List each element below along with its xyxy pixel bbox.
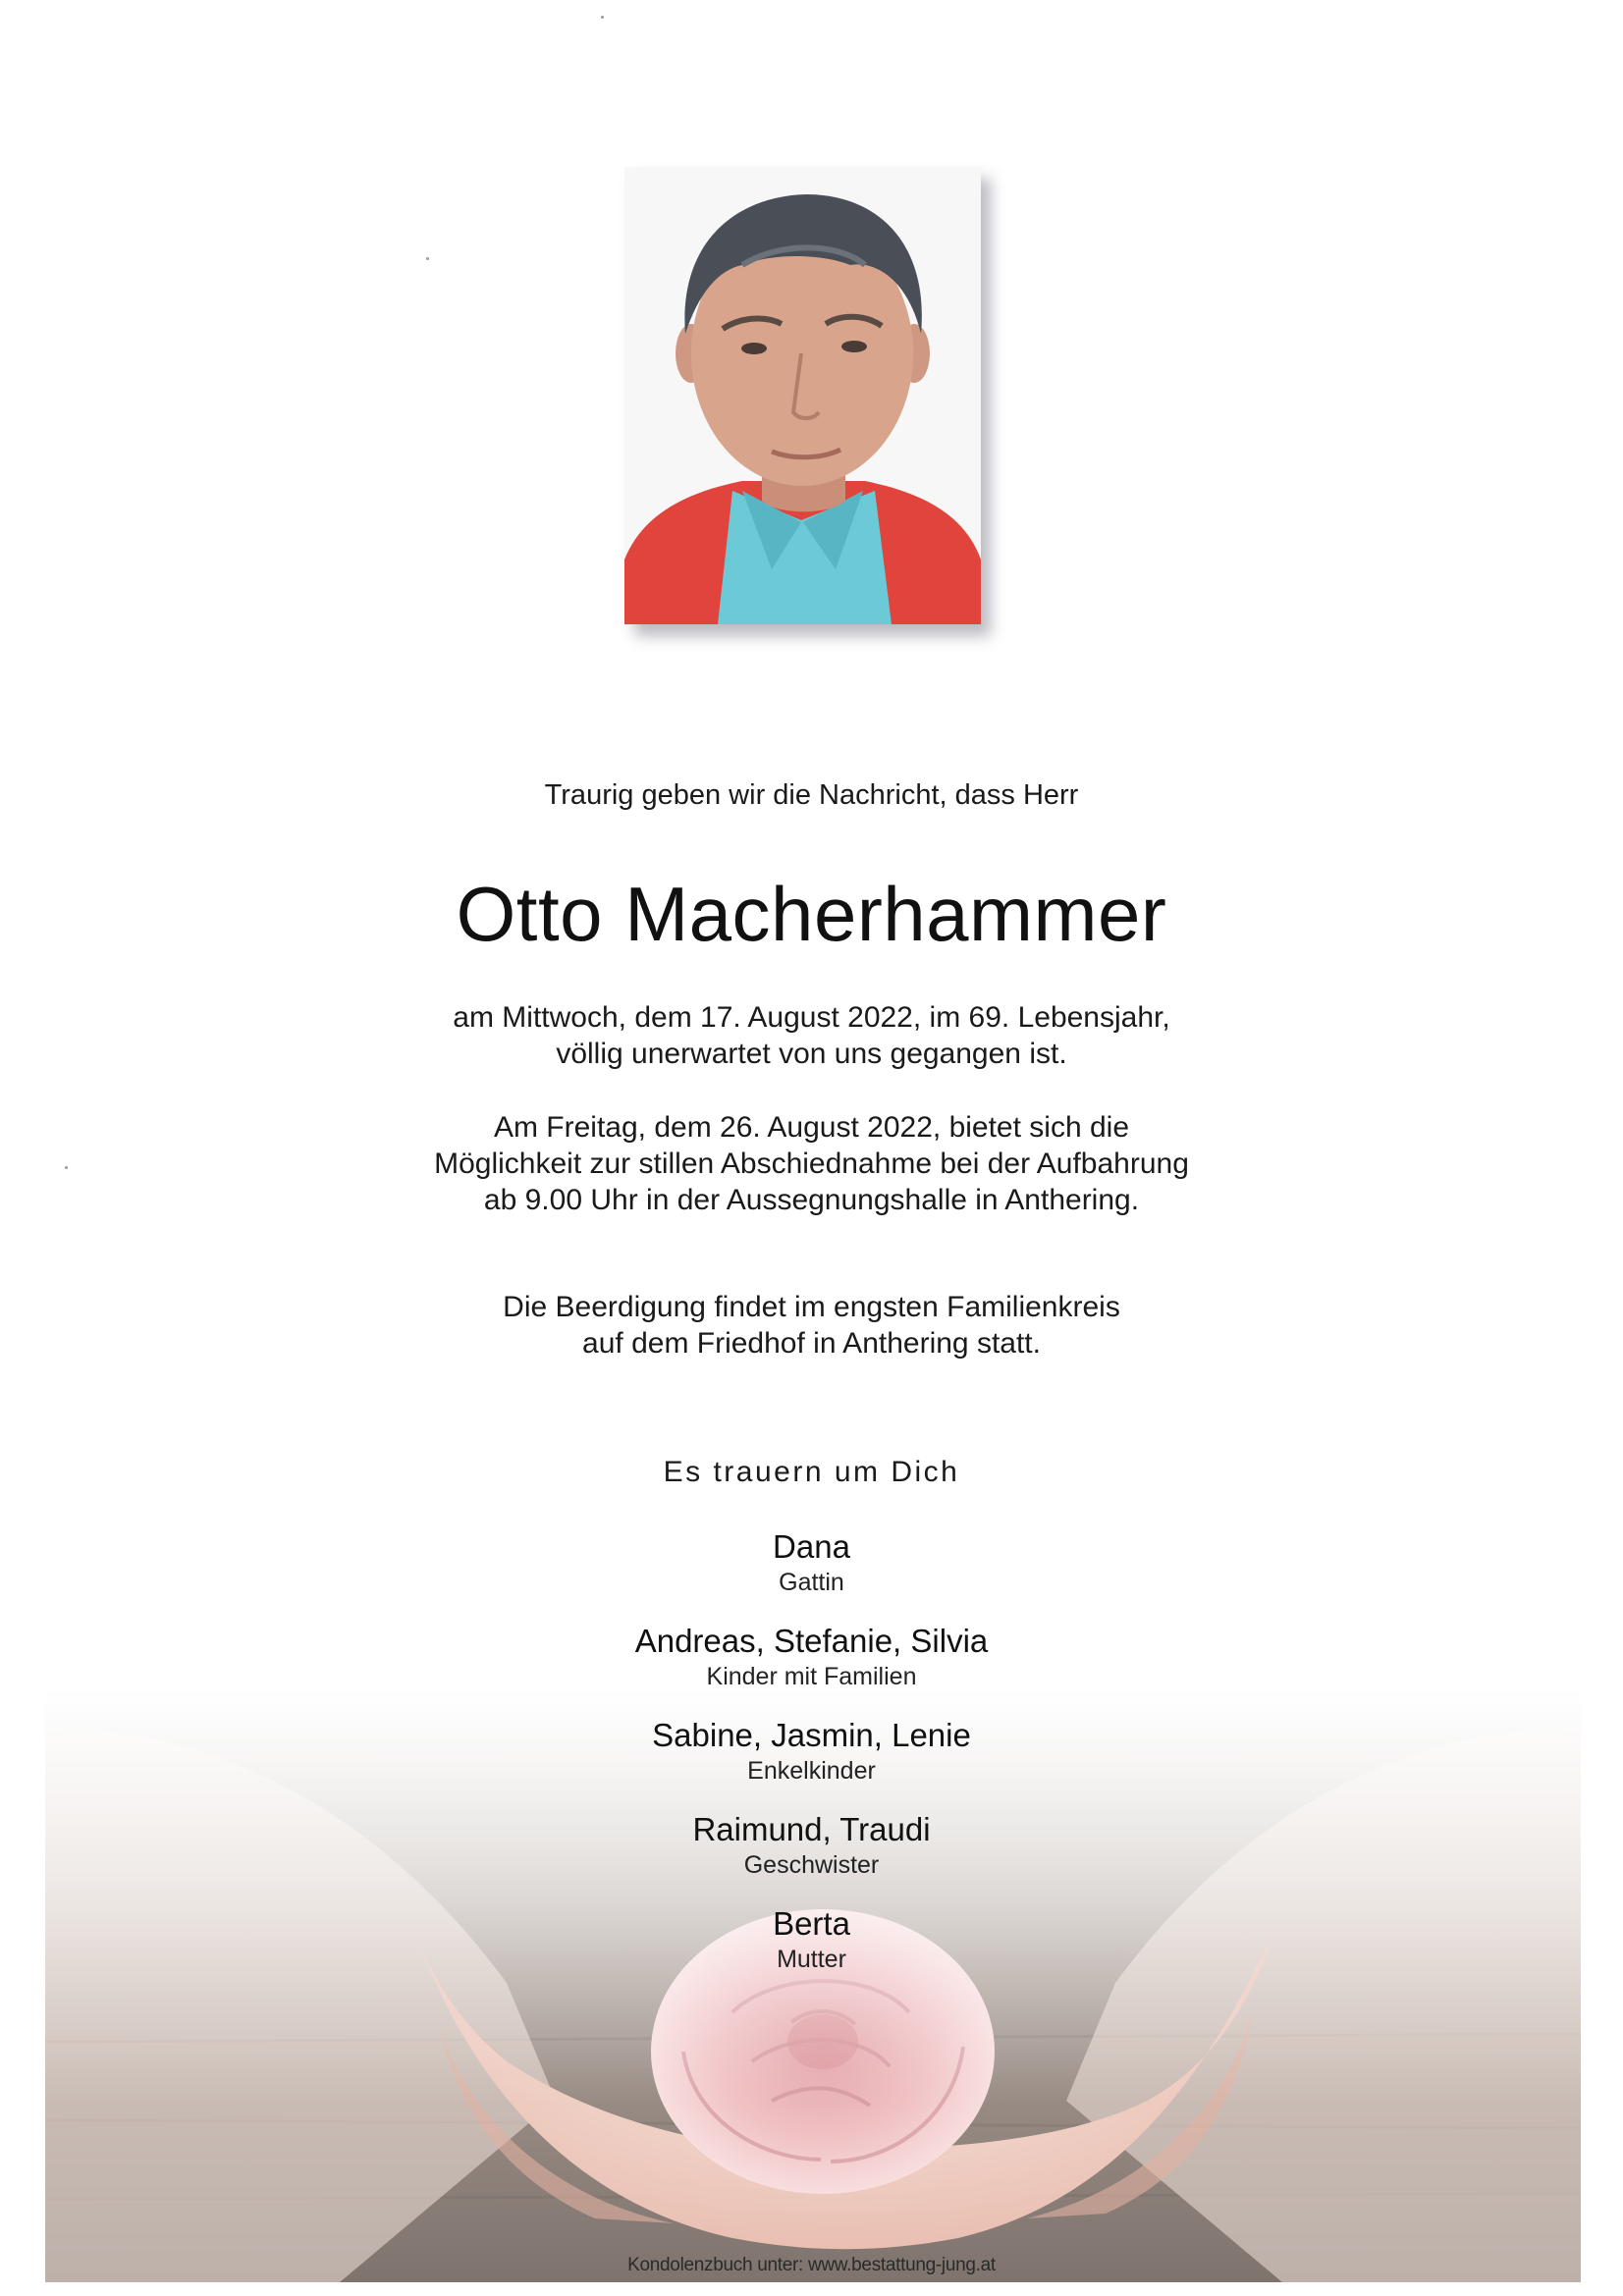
mourner-name: Dana — [773, 1528, 850, 1565]
mourner-entry — [0, 1716, 1623, 1810]
mourners-title: Es trauern um Dich — [663, 1456, 960, 1488]
mourner-relation: Mutter — [777, 1946, 846, 1973]
mourner-entry — [0, 1527, 1623, 1622]
viewing-line: Möglichkeit zur stillen Abschiednahme bei der Aufbahrung — [434, 1148, 1189, 1180]
mourners-list — [0, 1527, 1623, 1999]
mourner-relation: Geschwister — [743, 1851, 880, 1879]
mourner-name: Andreas, Stefanie, Silvia — [634, 1623, 989, 1659]
mourner-relation: Enkelkinder — [747, 1757, 876, 1785]
death-line: am Mittwoch, dem 17. August 2022, im 69. Lebensjahr, — [453, 1001, 1170, 1034]
death-paragraph — [0, 999, 1623, 1072]
scan-speck — [426, 257, 429, 260]
condolence-link[interactable]: Kondolenzbuch unter: www.bestattung-jung.at — [627, 2255, 996, 2275]
burial-line: auf dem Friedhof in Anthering statt. — [582, 1327, 1041, 1360]
viewing-line: Am Freitag, dem 26. August 2022, bietet sich die — [493, 1111, 1130, 1144]
viewing-line: ab 9.00 Uhr in der Aussegnungshalle in Anthering. — [483, 1184, 1140, 1216]
viewing-paragraph — [0, 1109, 1623, 1218]
burial-line: Die Beerdigung findet im engsten Familienkreis — [503, 1291, 1120, 1323]
mourner-name: Raimund, Traudi — [692, 1811, 931, 1847]
intro-text: Traurig geben wir die Nachricht, dass Herr — [544, 779, 1079, 811]
deceased-name: Otto Macherhammer — [456, 871, 1167, 957]
mourner-entry — [0, 1810, 1623, 1904]
mourner-relation: Gattin — [779, 1569, 844, 1596]
mourner-name: Berta — [773, 1905, 850, 1942]
scan-speck — [601, 16, 604, 19]
portrait-photo — [624, 167, 981, 624]
burial-paragraph — [0, 1289, 1623, 1362]
death-line: völlig unerwartet von uns gegangen ist. — [556, 1038, 1067, 1070]
mourner-name: Sabine, Jasmin, Lenie — [652, 1717, 971, 1753]
mourner-entry — [0, 1904, 1623, 1999]
mourner-relation: Kinder mit Familien — [706, 1663, 917, 1690]
mourner-entry — [0, 1622, 1623, 1716]
